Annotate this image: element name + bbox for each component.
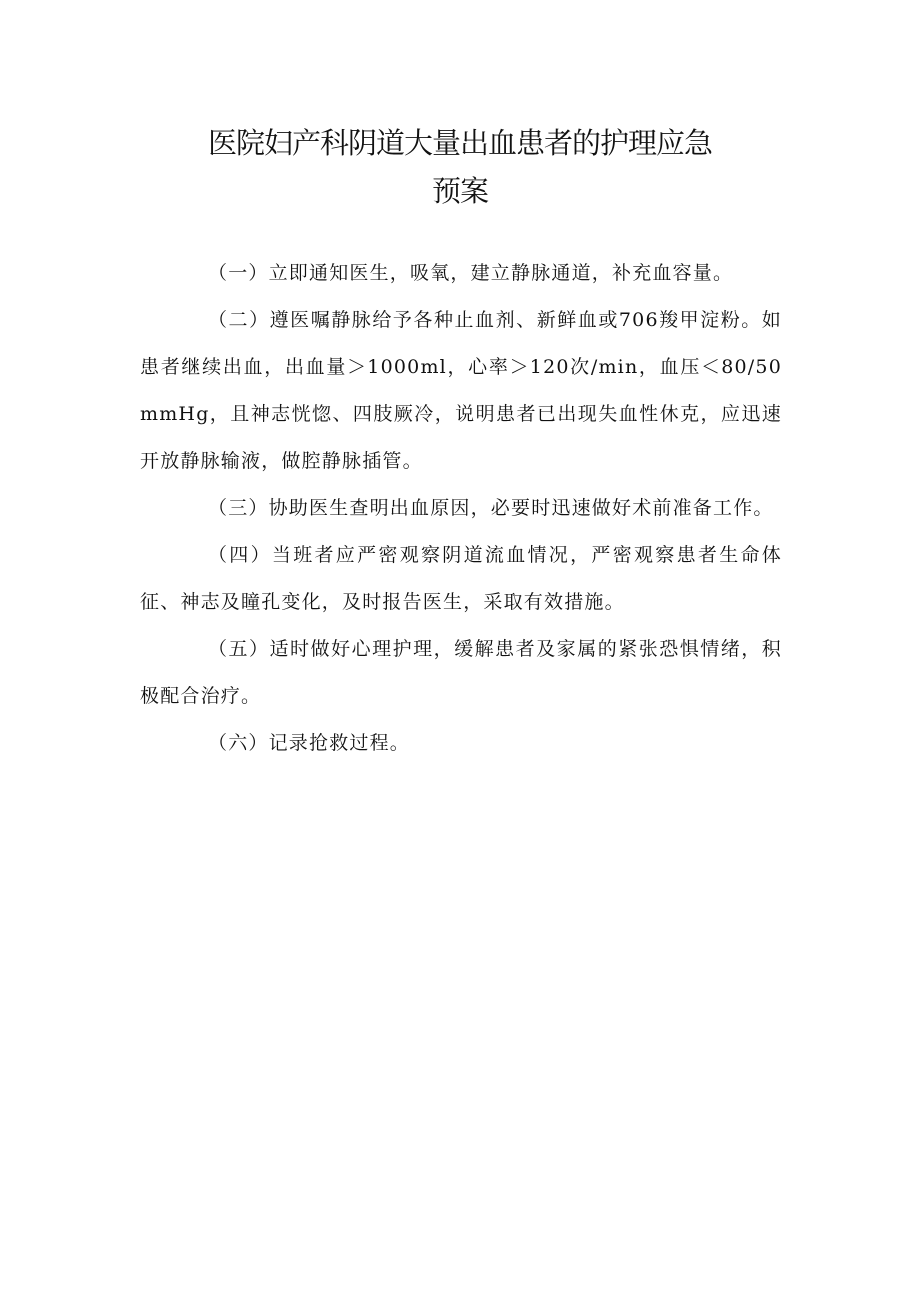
paragraph-2: （二）遵医嘱静脉给予各种止血剂、新鲜血或706羧甲淀粉。如患者继续出血，出血量＞1000ml，心率＞120次/min，血压＜80/50mmHg，且神志恍惚、四肢厥冷，说明患者已出现失血性休克，应迅速开放静脉输液，做腔静脉插管。 xyxy=(140,309,782,472)
paragraph-3: （三）协助医生查明出血原因，必要时迅速做好术前准备工作。 xyxy=(208,497,774,519)
paragraph-5: （五）适时做好心理护理，缓解患者及家属的紧张恐惧情绪，积极配合治疗。 xyxy=(140,638,782,707)
paragraph-4: （四）当班者应严密观察阴道流血情况，严密观察患者生命体征、神志及瞳孔变化，及时报告医生，采取有效措施。 xyxy=(140,544,782,613)
document-title-line-2: 预案 xyxy=(431,174,488,208)
document-title-line-1: 医院妇产科阴道大量出血患者的护理应急 xyxy=(207,126,712,160)
paragraph-6: （六）记录抢救过程。 xyxy=(208,732,411,754)
paragraph-1: （一）立即通知医生，吸氧，建立静脉通道，补充血容量。 xyxy=(208,262,734,284)
document-body xyxy=(140,250,782,767)
